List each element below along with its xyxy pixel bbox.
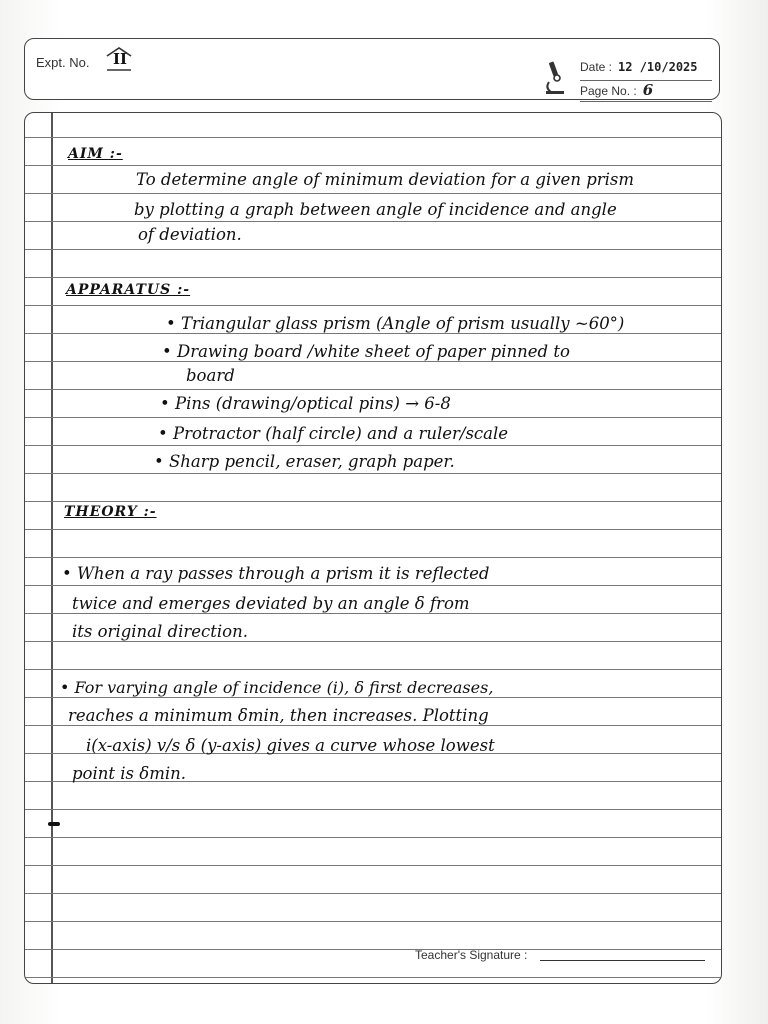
ruled-line xyxy=(25,977,721,978)
expt-number: II xyxy=(113,50,128,68)
aim-line-2: by plotting a graph between angle of incidence and angle xyxy=(134,200,617,219)
ruled-line xyxy=(25,641,721,642)
margin-line xyxy=(51,113,53,983)
ruled-line xyxy=(25,725,721,726)
apparatus-item-5: • Sharp pencil, eraser, graph paper. xyxy=(154,452,455,471)
ruled-sheet xyxy=(24,112,722,984)
page-value: 6 xyxy=(642,81,654,99)
ruled-line xyxy=(25,893,721,894)
teacher-signature-label: Teacher's Signature : xyxy=(415,948,528,962)
theory-para1-line-3: its original direction. xyxy=(72,622,248,641)
ruled-line xyxy=(25,473,721,474)
ruled-line xyxy=(25,613,721,614)
ruled-line xyxy=(25,809,721,810)
signature-line xyxy=(540,960,705,961)
ruled-line xyxy=(25,529,721,530)
apparatus-item-3: • Pins (drawing/optical pins) → 6-8 xyxy=(160,394,451,413)
date-value: 12 /10/2025 xyxy=(618,60,698,74)
ruled-line xyxy=(25,361,721,362)
ruled-line xyxy=(25,445,721,446)
margin-mark xyxy=(48,822,60,826)
aim-line-3: of deviation. xyxy=(138,225,242,244)
school-building-icon xyxy=(104,46,134,72)
theory-para2-line-4: point is δmin. xyxy=(72,764,186,783)
apparatus-item-4: • Protractor (half circle) and a ruler/scale xyxy=(158,424,509,443)
date-label: Date : xyxy=(580,60,613,74)
ruled-line xyxy=(25,501,721,502)
ruled-line xyxy=(25,949,721,950)
theory-heading: THEORY :- xyxy=(64,504,157,520)
ruled-line xyxy=(25,697,721,698)
apparatus-item-2: • Drawing board /white sheet of paper pinned to xyxy=(162,342,570,361)
apparatus-item-1: • Triangular glass prism (Angle of prism usually ~60°) xyxy=(166,314,625,333)
expt-label: Expt. No. xyxy=(36,55,90,70)
date-row xyxy=(580,60,712,81)
ruled-line xyxy=(25,305,721,306)
aim-heading: AIM :- xyxy=(68,146,123,162)
ruled-line xyxy=(25,137,721,138)
theory-para2-line-1: • For varying angle of incidence (i), δ first decreases, xyxy=(60,678,494,697)
ruled-line xyxy=(25,221,721,222)
page-label: Page No. : xyxy=(580,84,637,98)
theory-para1-line-2: twice and emerges deviated by an angle δ from xyxy=(72,594,470,613)
date-page-block xyxy=(580,60,712,102)
apparatus-item-2-cont: board xyxy=(186,366,235,385)
ruled-line xyxy=(25,193,721,194)
ruled-line xyxy=(25,277,721,278)
apparatus-heading: APPARATUS :- xyxy=(66,282,191,298)
theory-para2-line-3: i(x-axis) v/s δ (y-axis) gives a curve whose lowest xyxy=(86,736,495,755)
ruled-line xyxy=(25,165,721,166)
ruled-line xyxy=(25,865,721,866)
ruled-line xyxy=(25,249,721,250)
theory-para1-line-1: • When a ray passes through a prism it is reflected xyxy=(62,564,490,583)
ruled-line xyxy=(25,389,721,390)
ruled-line xyxy=(25,333,721,334)
ruled-line xyxy=(25,585,721,586)
ruled-line xyxy=(25,417,721,418)
ruled-line xyxy=(25,669,721,670)
microscope-icon xyxy=(543,60,567,96)
page-row xyxy=(580,81,712,102)
ruled-line xyxy=(25,837,721,838)
theory-para2-line-2: reaches a minimum δmin, then increases. Plotting xyxy=(68,706,489,725)
ruled-line xyxy=(25,921,721,922)
ruled-line xyxy=(25,557,721,558)
aim-line-1: To determine angle of minimum deviation for a given prism xyxy=(136,170,635,189)
